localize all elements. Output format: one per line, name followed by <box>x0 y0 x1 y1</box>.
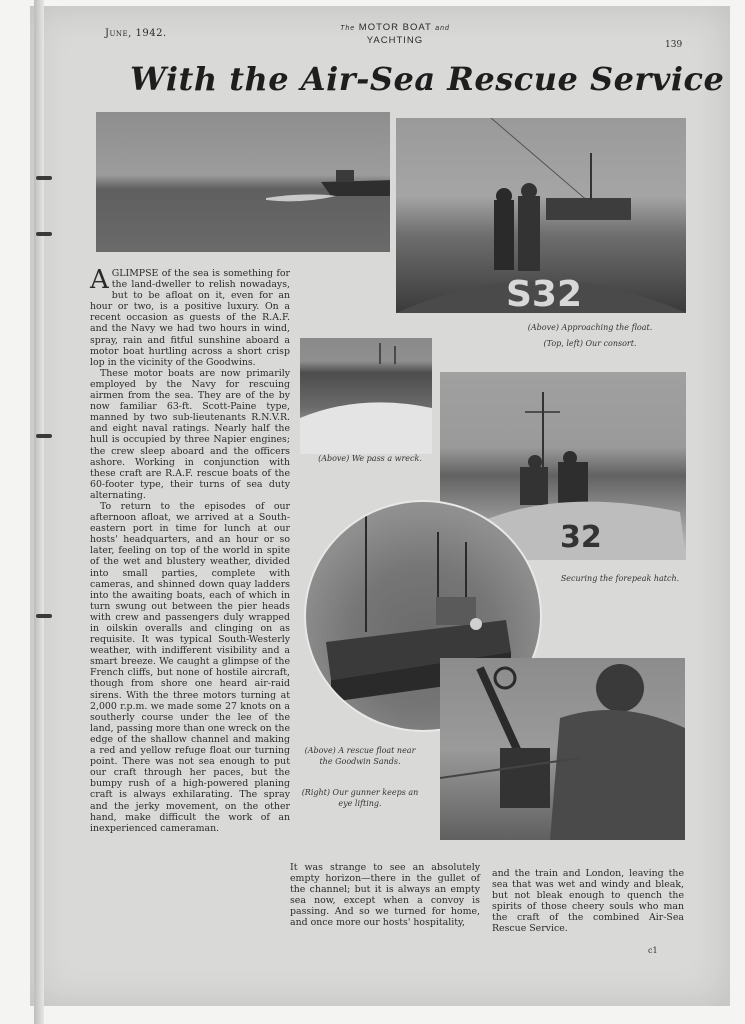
caption-approaching: (Above) Approaching the float. <box>527 323 653 332</box>
caption-gunner-2: eye lifting. <box>338 799 382 808</box>
photo-consort-boat <box>96 112 390 252</box>
staple <box>36 434 52 438</box>
article-title: With the Air-Sea Rescue Service <box>130 60 725 98</box>
page-number: 139 <box>665 40 683 50</box>
caption-forepeak: Securing the forepeak hatch. <box>560 574 680 583</box>
photo-wreck <box>300 338 432 454</box>
article-column-3: and the train and London, leaving the sea that was wet and windy and bleak, but not bleak enough to quench the spirits of those cheery souls who man the craft of the combined Air-Sea Rescue Service. <box>492 868 684 935</box>
caption-gunner-1: (Right) Our gunner keeps an <box>301 788 419 797</box>
masthead-main: MOTOR BOAT <box>358 22 432 33</box>
masthead-and: and <box>435 25 450 32</box>
staple <box>36 176 52 180</box>
staple <box>36 232 52 236</box>
paragraph: AGLIMPSE of the sea is something for the land-dweller to relish nowadays, but to be afloat on it, even for an hour or two, is a positive luxury. On a recent occasion as guests of the R.A.F. and the Navy we had two hours in wind, spray, rain and fitful sunshine aboard a motor boat hurtling across a short crisp lop in the vicinity of the Goodwins. <box>90 265 290 368</box>
caption-consort: (Top, left) Our consort. <box>543 339 637 348</box>
masthead-second: YACHTING <box>366 35 424 46</box>
svg-text:S32: S32 <box>506 274 583 313</box>
article-column-2: It was strange to see an absolutely empty horizon—there in the gullet of the channel; but it is always an empty sea now, except when a convoy is passing. And so we turned for home, and once more our hosts' hospitality, <box>290 862 480 929</box>
drop-cap: A <box>90 265 109 295</box>
caption-rescue-float-1: (Above) A rescue float near <box>304 746 416 755</box>
article-column-1 <box>90 265 290 834</box>
masthead <box>300 22 490 47</box>
paragraph: These motor boats are now primarily employed by the Navy for rescuing airmen from the sea. They are of the by now familiar 63-ft. Scott-Paine type, manned by two sub-lieutenants R.N.V.R. and eight naval ratings. Nearly half the hull is occupied by three Napier engines; the crew sleep aboard and the officers ashore. Working in conjunction with these craft are R.A.F. rescue boats of the 60-footer type, their turns of sea duty alternating. <box>90 367 290 501</box>
masthead-the: The <box>340 25 356 32</box>
staple <box>36 614 52 618</box>
caption-rescue-float-2: the Goodwin Sands. <box>319 757 401 766</box>
folio-mark: c1 <box>648 946 658 955</box>
svg-text:32: 32 <box>560 520 602 555</box>
issue-date: June, 1942. <box>105 28 167 39</box>
photo-approaching-float <box>396 118 686 313</box>
paragraph: To return to the episodes of our afternoon afloat, we arrived at a South-eastern port in time for lunch at our hosts' headquarters, and an hour or so later, feeling on top of the world in spite of the wet and blustery weather, divided into small parties, complete with cameras, and shinned down quay ladders into the awaiting boats, each of which in turn swung out between the pier heads with crew and passengers duly wrapped in oilskin overalls and clinging on as requisite. It was typical South-Westerly weather, with indifferent visibility and a smart breeze. We caught a glimpse of the French cliffs, but none of hostile aircraft, though from shore one heard air-raid sirens. With the three motors turning at 2,000 r.p.m. we made some 27 knots on a southerly course under the lee of the land, passing more than one wreck on the edge of the shallow channel and making a red and yellow refuge float our turning point. There was not sea enough to put our craft through her paces, but the bumpy rush of a high-powered planing craft is always exhilarating. The spray and the jerky movement, on the other hand, make difficult the work of an inexperienced cameraman. <box>90 500 290 834</box>
photo-gunner <box>440 658 685 840</box>
caption-wreck: (Above) We pass a wreck. <box>318 454 422 463</box>
page-binding <box>34 0 44 1024</box>
